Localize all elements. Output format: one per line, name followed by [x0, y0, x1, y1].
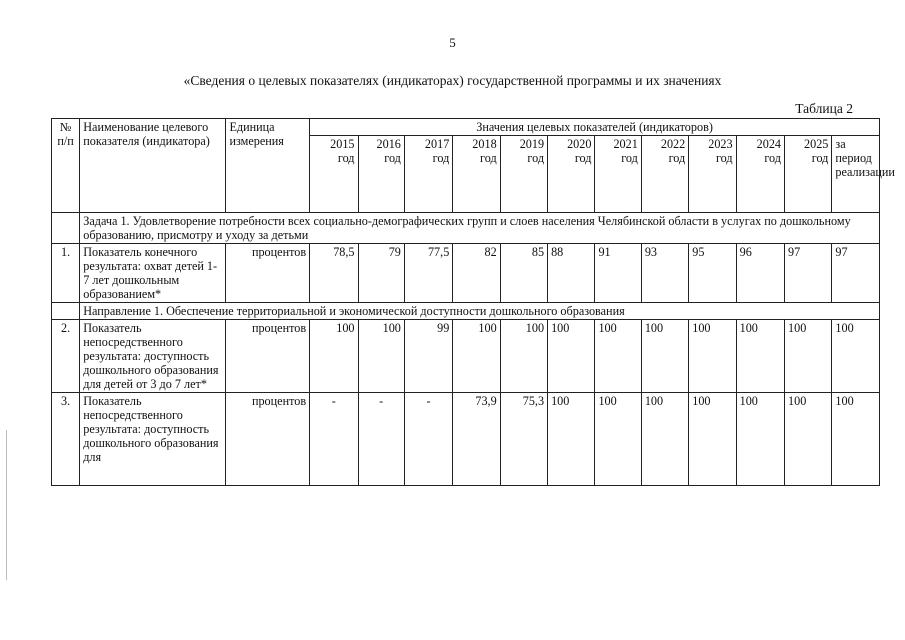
task-heading: Задача 1. Удовлетворение потребности всех социально-демографических групп и слоев населения Челябинской области в услугах по дошкольному образованию, присмотру и уходу за детьми — [80, 213, 880, 244]
unit-cell: процентов — [226, 244, 310, 303]
year-word: год — [337, 151, 355, 165]
value-cell: 91 — [595, 244, 641, 303]
value-cell: 95 — [689, 244, 736, 303]
row-number: 1. — [52, 244, 80, 303]
table-caption: Таблица 2 — [795, 101, 853, 116]
value-cell: 100 — [310, 320, 358, 393]
header-year-2023 — [689, 136, 736, 213]
value-cell: 99 — [404, 320, 452, 393]
row-number: 2. — [52, 320, 80, 393]
header-year-2016 — [358, 136, 404, 213]
year-value: 2022 — [660, 137, 686, 151]
value-cell: 88 — [548, 244, 595, 303]
header-year-2022 — [641, 136, 688, 213]
table-row — [52, 244, 880, 303]
year-value: 2015 — [330, 137, 355, 151]
header-year-2015 — [310, 136, 358, 213]
value-cell: 100 — [736, 320, 784, 393]
year-word: год — [715, 151, 733, 165]
value-cell: 75,3 — [500, 393, 547, 486]
value-cell: 100 — [595, 393, 641, 486]
value-cell: 78,5 — [310, 244, 358, 303]
unit-cell: процентов — [226, 320, 310, 393]
unit-cell: процентов — [226, 393, 310, 486]
direction-heading: Направление 1. Обеспечение территориальной и экономической доступности дошкольного образования — [80, 303, 880, 320]
year-word: год — [764, 151, 781, 165]
header-values-group: Значения целевых показателей (индикаторов) — [310, 119, 880, 136]
empty-cell — [52, 213, 80, 244]
value-cell: 100 — [548, 320, 595, 393]
header-year-2025 — [785, 136, 832, 213]
header-year-2018 — [453, 136, 500, 213]
year-word: год — [384, 151, 401, 165]
value-cell: 100 — [453, 320, 500, 393]
value-cell: 77,5 — [404, 244, 452, 303]
value-cell: - — [358, 393, 404, 486]
value-cell: 93 — [641, 244, 688, 303]
value-cell: 73,9 — [453, 393, 500, 486]
header-year-2024 — [736, 136, 784, 213]
task-heading-row — [52, 213, 880, 244]
indicators-table — [51, 118, 895, 486]
page-number: 5 — [449, 35, 456, 50]
year-value: 2018 — [472, 137, 497, 151]
row-number: 3. — [52, 393, 80, 486]
year-value: 2025 — [804, 137, 829, 151]
value-cell: 96 — [736, 244, 784, 303]
header-row — [52, 119, 880, 136]
header-period: за период реализации — [832, 136, 880, 213]
value-cell: - — [404, 393, 452, 486]
indicator-name: Показатель конечного результата: охват детей 1-7 лет дошкольным образованием* — [80, 244, 226, 303]
year-word: год — [668, 151, 686, 165]
value-cell: 100 — [358, 320, 404, 393]
year-word: год — [621, 151, 638, 165]
value-cell: 100 — [736, 393, 784, 486]
header-num: № п/п — [52, 119, 80, 213]
value-cell: 100 — [595, 320, 641, 393]
table-row — [52, 320, 880, 393]
table-row — [52, 393, 880, 486]
header-year-2017 — [404, 136, 452, 213]
value-cell: 100 — [785, 393, 832, 486]
year-value: 2024 — [756, 137, 781, 151]
header-name: Наименование целевого показателя (индикатора) — [80, 119, 226, 213]
value-cell: 79 — [358, 244, 404, 303]
indicator-name: Показатель непосредственного результата: доступность дошкольного образования для детей от 3 до 7 лет* — [80, 320, 226, 393]
header-year-2020 — [548, 136, 595, 213]
value-cell: 97 — [785, 244, 832, 303]
year-word: год — [811, 151, 829, 165]
year-word: год — [480, 151, 497, 165]
indicator-name: Показатель непосредственного результата: доступность дошкольного образования для — [80, 393, 226, 486]
year-value: 2017 — [424, 137, 450, 151]
value-cell: 100 — [500, 320, 547, 393]
year-value: 2019 — [519, 137, 545, 151]
value-cell: 100 — [832, 393, 880, 486]
empty-cell — [52, 303, 80, 320]
year-value: 2023 — [708, 137, 733, 151]
value-cell: 100 — [548, 393, 595, 486]
header-year-2019 — [500, 136, 547, 213]
value-cell: 82 — [453, 244, 500, 303]
year-value: 2016 — [376, 137, 401, 151]
scan-margin-line — [6, 430, 7, 580]
header-year-2021 — [595, 136, 641, 213]
value-cell: 100 — [832, 320, 880, 393]
value-cell: 97 — [832, 244, 880, 303]
value-cell: 85 — [500, 244, 547, 303]
year-word: год — [574, 151, 592, 165]
value-cell: 100 — [641, 320, 688, 393]
value-cell: 100 — [785, 320, 832, 393]
year-value: 2021 — [613, 137, 638, 151]
value-cell: 100 — [641, 393, 688, 486]
value-cell: 100 — [689, 393, 736, 486]
document-title: «Сведения о целевых показателях (индикаторах) государственной программы и их значениях — [183, 73, 722, 88]
year-value: 2020 — [567, 137, 592, 151]
year-word: год — [527, 151, 545, 165]
value-cell: - — [310, 393, 358, 486]
table-body — [52, 119, 895, 486]
header-unit: Единица измерения — [226, 119, 310, 213]
value-cell: 100 — [689, 320, 736, 393]
year-word: год — [432, 151, 450, 165]
direction-heading-row — [52, 303, 880, 320]
